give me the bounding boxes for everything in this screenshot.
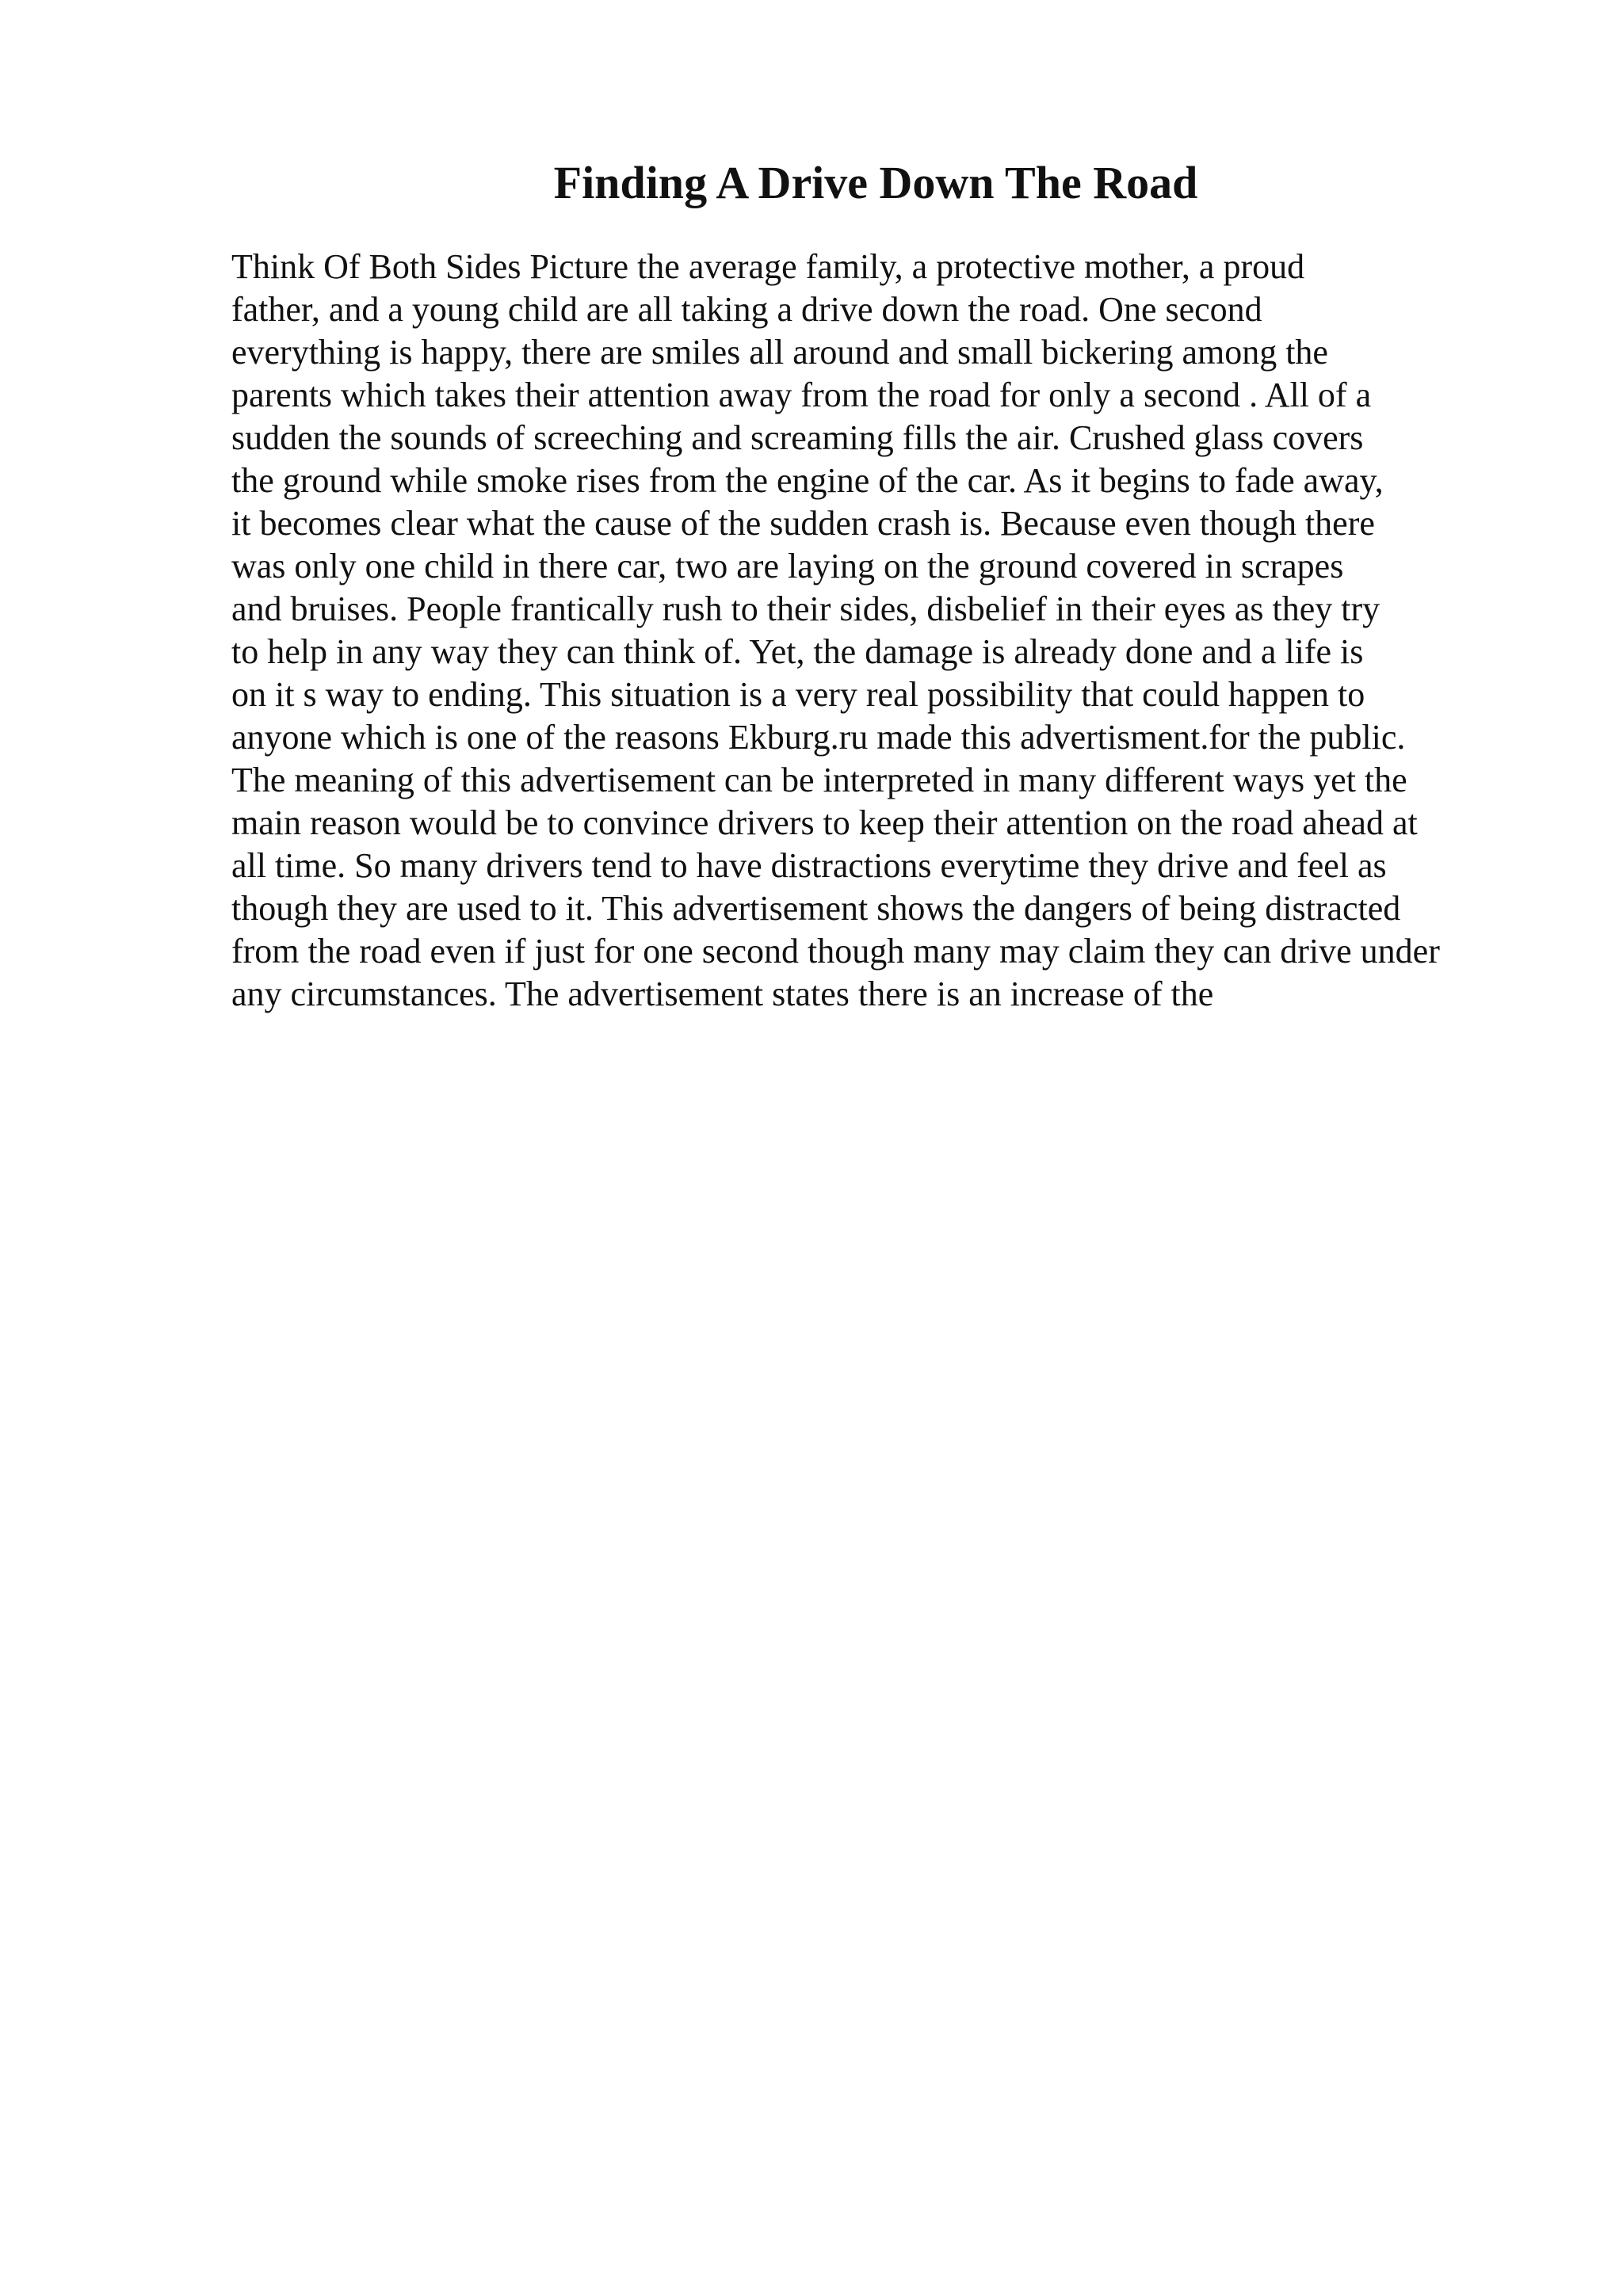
body-line: Think Of Both Sides Picture the average family, a protective mother, a proud — [231, 247, 1305, 286]
body-line: father, and a young child are all taking a drive down the road. One second — [231, 290, 1262, 329]
body-line: from the road even if just for one second though many may claim they can drive under — [231, 932, 1440, 971]
body-line: all time. So many drivers tend to have distractions everytime they drive and feel as — [231, 846, 1387, 885]
body-line: on it s way to ending. This situation is a very real possibility that could happen to — [231, 675, 1365, 714]
body-line: sudden the sounds of screeching and screaming fills the air. Crushed glass covers — [231, 418, 1364, 457]
body-line: and bruises. People frantically rush to their sides, disbelief in their eyes as they try — [231, 589, 1381, 628]
body-line: though they are used to it. This advertisement shows the dangers of being distracted — [231, 889, 1401, 928]
body-line: anyone which is one of the reasons Ekburg.ru made this advertisment.for the public. — [231, 718, 1406, 757]
body-line: The meaning of this advertisement can be interpreted in many different ways yet the — [231, 761, 1407, 799]
body-line: was only one child in there car, two are laying on the ground covered in scrapes — [231, 547, 1344, 585]
body-line: parents which takes their attention away from the road for only a second . All of a — [231, 376, 1372, 414]
body-line: any circumstances. The advertisement states there is an increase of the — [231, 974, 1214, 1013]
body-line: to help in any way they can think of. Yet, the damage is already done and a life is — [231, 632, 1364, 671]
document-title: Finding A Drive Down The Road — [553, 157, 1198, 208]
body-line: it becomes clear what the cause of the sudden crash is. Because even though there — [231, 504, 1375, 543]
body-line: everything is happy, there are smiles all around and small bickering among the — [231, 333, 1328, 372]
body-line: the ground while smoke rises from the engine of the car. As it begins to fade away, — [231, 461, 1384, 500]
document-body — [231, 246, 1594, 1016]
body-line: main reason would be to convince drivers to keep their attention on the road ahead at — [231, 803, 1418, 842]
